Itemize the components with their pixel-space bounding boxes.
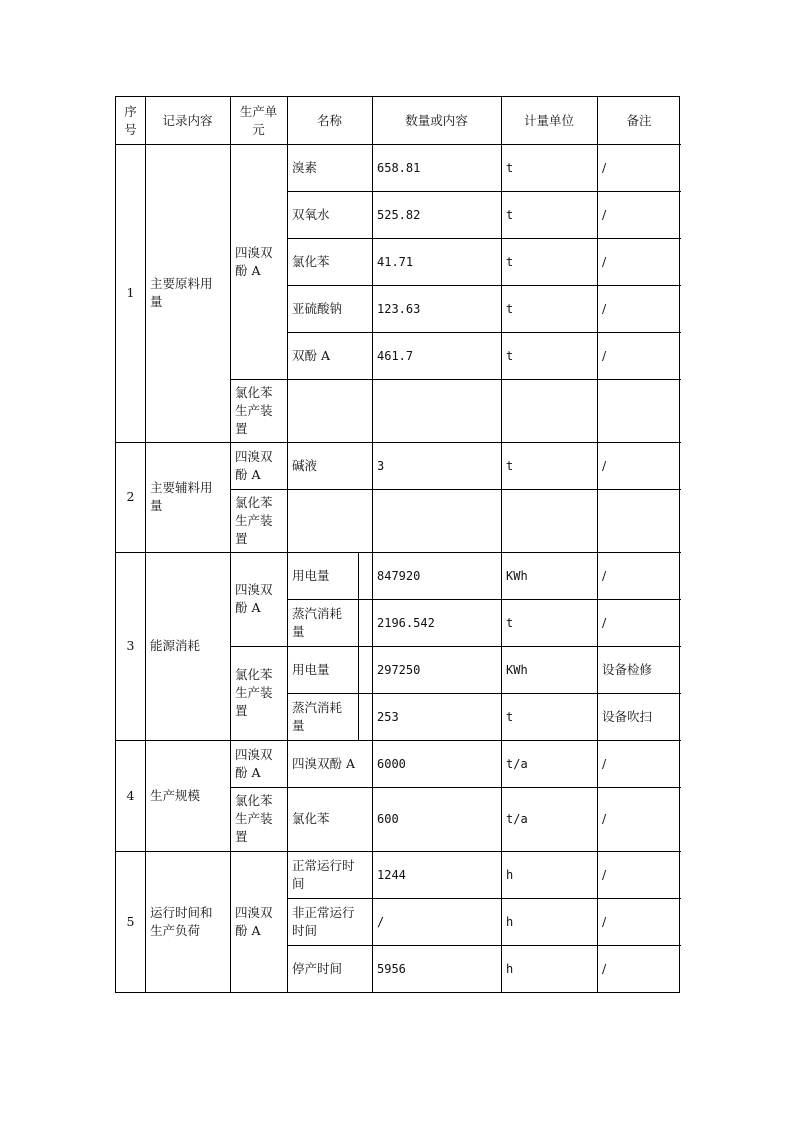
quantity-cell: 5956 xyxy=(377,961,406,976)
table-rule xyxy=(501,379,502,442)
serial-number-cell: 1 xyxy=(126,285,135,300)
quantity-cell: 525.82 xyxy=(377,207,421,222)
table-rule xyxy=(501,646,502,693)
table-rule xyxy=(597,238,598,285)
table-rule xyxy=(501,787,502,851)
remark-cell: / xyxy=(602,811,607,826)
table-rule xyxy=(230,489,231,552)
table-rule xyxy=(597,442,598,489)
remark-cell: / xyxy=(602,567,607,583)
item-name-cell: 非正常运行 时间 xyxy=(292,904,355,938)
unit-cell: t xyxy=(506,301,514,316)
unit-cell: KWh xyxy=(506,568,528,583)
quantity-cell: 41.71 xyxy=(377,254,414,269)
quantity-cell: 6000 xyxy=(377,756,406,771)
table-rule xyxy=(145,97,146,144)
production-unit-cell: 四溴双 酚 A xyxy=(235,448,273,482)
remark-cell: / xyxy=(602,457,607,473)
header-cell: 序 号 xyxy=(124,103,137,137)
table-rule xyxy=(501,442,502,489)
table-rule xyxy=(501,97,502,144)
item-name-cell: 停产时间 xyxy=(292,960,343,976)
production-unit-cell: 氯化苯 生产装 置 xyxy=(235,384,273,436)
header-cell: 记录内容 xyxy=(162,112,213,128)
table-rule xyxy=(372,144,373,191)
remark-cell: / xyxy=(602,755,607,771)
record-content-cell: 能源消耗 xyxy=(150,638,201,653)
unit-cell: h xyxy=(506,867,514,882)
serial-number-cell: 2 xyxy=(126,489,135,504)
table-rule xyxy=(287,646,288,693)
table-rule xyxy=(501,945,502,992)
unit-cell: h xyxy=(506,914,514,929)
table-rule xyxy=(597,851,598,898)
table-rule xyxy=(287,945,288,992)
table-rule xyxy=(597,191,598,238)
table-rule xyxy=(287,379,288,442)
table-rule xyxy=(372,442,373,489)
item-name-cell: 用电量 xyxy=(292,567,330,583)
table-rule xyxy=(501,144,502,191)
table-rule xyxy=(358,552,359,599)
serial-number-cell: 3 xyxy=(126,638,135,653)
item-name-cell: 双酚 A xyxy=(292,347,331,363)
unit-cell: t xyxy=(506,207,514,222)
table-rule xyxy=(287,787,288,851)
table-rule xyxy=(358,646,359,693)
remark-cell: / xyxy=(602,253,607,269)
table-rule xyxy=(287,740,288,787)
table-rule xyxy=(372,489,373,552)
unit-cell: t xyxy=(506,458,514,473)
unit-cell: t xyxy=(506,615,514,630)
table-rule xyxy=(597,787,598,851)
table-rule xyxy=(145,442,146,552)
table-rule xyxy=(230,646,231,740)
table-rule xyxy=(287,851,288,898)
remark-cell: / xyxy=(602,206,607,222)
production-unit-cell: 四溴双 酚 A xyxy=(235,746,273,780)
table-rule xyxy=(501,740,502,787)
header-cell: 数量或内容 xyxy=(405,112,468,128)
item-name-cell: 正常运行时 间 xyxy=(292,857,355,891)
table-rule xyxy=(597,693,598,740)
table-rule xyxy=(501,238,502,285)
table-rule xyxy=(230,442,231,489)
remark-cell: / xyxy=(602,300,607,316)
table-rule xyxy=(287,693,288,740)
item-name-cell: 溴素 xyxy=(292,159,318,175)
remark-cell: / xyxy=(602,614,607,630)
quantity-cell: 297250 xyxy=(377,662,421,677)
table-rule xyxy=(372,646,373,693)
item-name-cell: 碱液 xyxy=(292,457,318,473)
remark-cell: 设备检修 xyxy=(602,661,653,677)
table-rule xyxy=(597,97,598,144)
header-cell: 名称 xyxy=(316,112,342,128)
item-name-cell: 氯化苯 xyxy=(292,253,330,269)
table-rule xyxy=(501,489,502,552)
header-cell: 备注 xyxy=(626,112,652,128)
remark-cell xyxy=(597,379,681,442)
item-name-cell: 双氧水 xyxy=(292,206,330,222)
quantity-cell: 123.63 xyxy=(377,301,421,316)
table-rule xyxy=(501,599,502,646)
table-rule xyxy=(145,740,146,851)
table-rule xyxy=(287,332,288,379)
production-unit-cell: 氯化苯 生产装 置 xyxy=(235,793,273,844)
quantity-cell: 2196.542 xyxy=(377,615,435,630)
table-rule xyxy=(597,740,598,787)
table-rule xyxy=(230,144,231,379)
item-name-cell: 四溴双酚 A xyxy=(292,755,356,771)
quantity-cell: 253 xyxy=(377,709,399,724)
quantity-cell xyxy=(372,489,501,552)
item-name-cell: 亚硫酸钠 xyxy=(292,300,343,316)
record-content-cell: 主要辅料用 量 xyxy=(150,480,213,513)
quantity-cell: 1244 xyxy=(377,867,406,882)
item-name-cell xyxy=(287,489,372,552)
table-rule xyxy=(372,552,373,599)
table-rule xyxy=(501,285,502,332)
remark-cell: / xyxy=(602,913,607,929)
remark-cell: 设备吹扫 xyxy=(602,708,653,724)
production-unit-cell: 四溴双 酚 A xyxy=(235,244,273,278)
table-rule xyxy=(372,285,373,332)
unit-cell: t/a xyxy=(506,756,528,771)
production-unit-cell: 氯化苯 生产装 置 xyxy=(235,494,273,546)
table-rule xyxy=(358,693,359,740)
table-rule xyxy=(145,552,146,740)
unit-cell xyxy=(501,379,597,442)
table-rule xyxy=(501,898,502,945)
table-rule xyxy=(597,144,598,191)
table-rule xyxy=(287,442,288,489)
table-rule xyxy=(597,646,598,693)
table-rule xyxy=(287,489,288,552)
table-rule xyxy=(230,97,231,144)
unit-cell: h xyxy=(506,961,514,976)
record-content-cell: 运行时间和 生产负荷 xyxy=(150,904,213,938)
table-rule xyxy=(597,898,598,945)
serial-number-cell: 5 xyxy=(126,913,135,929)
remark-cell xyxy=(597,489,681,552)
table-rule xyxy=(597,599,598,646)
production-unit-cell: 四溴双 酚 A xyxy=(235,582,273,615)
table-rule xyxy=(372,740,373,787)
table-rule xyxy=(230,552,231,646)
table-rule xyxy=(501,552,502,599)
table-rule xyxy=(597,332,598,379)
table-rule xyxy=(501,191,502,238)
table-rule xyxy=(372,851,373,898)
header-cell: 计量单位 xyxy=(523,112,574,128)
table-rule xyxy=(230,787,231,851)
serial-number-cell: 4 xyxy=(126,787,135,803)
table-rule xyxy=(597,489,598,552)
table-rule xyxy=(287,285,288,332)
table-rule xyxy=(597,552,598,599)
table-rule xyxy=(287,144,288,191)
table-rule xyxy=(230,740,231,787)
table-rule xyxy=(597,379,598,442)
table-rule xyxy=(372,191,373,238)
unit-cell: t xyxy=(506,348,514,363)
table-rule xyxy=(372,379,373,442)
table-rule xyxy=(372,898,373,945)
table-rule xyxy=(287,599,288,646)
quantity-cell: 461.7 xyxy=(377,348,414,363)
remark-cell: / xyxy=(602,347,607,363)
item-name-cell: 氯化苯 xyxy=(292,811,330,826)
production-unit-cell: 四溴双 酚 A xyxy=(235,904,273,938)
table-rule xyxy=(145,851,146,992)
unit-cell: t/a xyxy=(506,812,528,826)
table-rule xyxy=(501,332,502,379)
table-rule xyxy=(287,552,288,599)
quantity-cell: 847920 xyxy=(377,568,421,583)
table-rule xyxy=(230,851,231,992)
unit-cell: KWh xyxy=(506,662,528,677)
remark-cell: / xyxy=(602,159,607,175)
unit-cell: t xyxy=(506,160,514,175)
table-rule xyxy=(287,97,288,144)
table-rule xyxy=(372,97,373,144)
quantity-cell: 658.81 xyxy=(377,160,421,175)
table-rule xyxy=(287,898,288,945)
header-cell: 生产单 元 xyxy=(239,103,278,137)
unit-cell: t xyxy=(506,254,514,269)
table-rule xyxy=(372,599,373,646)
remark-cell: / xyxy=(602,960,607,976)
table-rule xyxy=(287,238,288,285)
table-rule xyxy=(358,599,359,646)
remark-cell: / xyxy=(602,866,607,882)
quantity-cell: 3 xyxy=(377,458,385,473)
table-rule xyxy=(501,693,502,740)
record-content-cell: 主要原料用 量 xyxy=(150,276,213,309)
consumption-record-table xyxy=(115,96,680,993)
item-name-cell: 用电量 xyxy=(292,661,330,677)
table-rule xyxy=(501,851,502,898)
table-rule xyxy=(372,332,373,379)
table-rule xyxy=(597,945,598,992)
table-rule xyxy=(372,945,373,992)
table-rule xyxy=(372,693,373,740)
table-rule xyxy=(145,144,146,442)
table-rule xyxy=(287,191,288,238)
table-rule xyxy=(372,787,373,851)
item-name-cell: 蒸汽消耗 量 xyxy=(292,605,343,639)
quantity-cell: / xyxy=(377,914,385,929)
quantity-cell xyxy=(372,379,501,442)
table-rule xyxy=(372,238,373,285)
table-rule xyxy=(230,379,231,442)
record-content-cell: 生产规模 xyxy=(150,787,201,803)
item-name-cell xyxy=(287,379,372,442)
production-unit-cell: 氯化苯 生产装 置 xyxy=(235,667,273,718)
table-rule xyxy=(597,285,598,332)
quantity-cell: 600 xyxy=(377,812,399,826)
unit-cell xyxy=(501,489,597,552)
unit-cell: t xyxy=(506,709,514,724)
item-name-cell: 蒸汽消耗 量 xyxy=(292,699,343,733)
